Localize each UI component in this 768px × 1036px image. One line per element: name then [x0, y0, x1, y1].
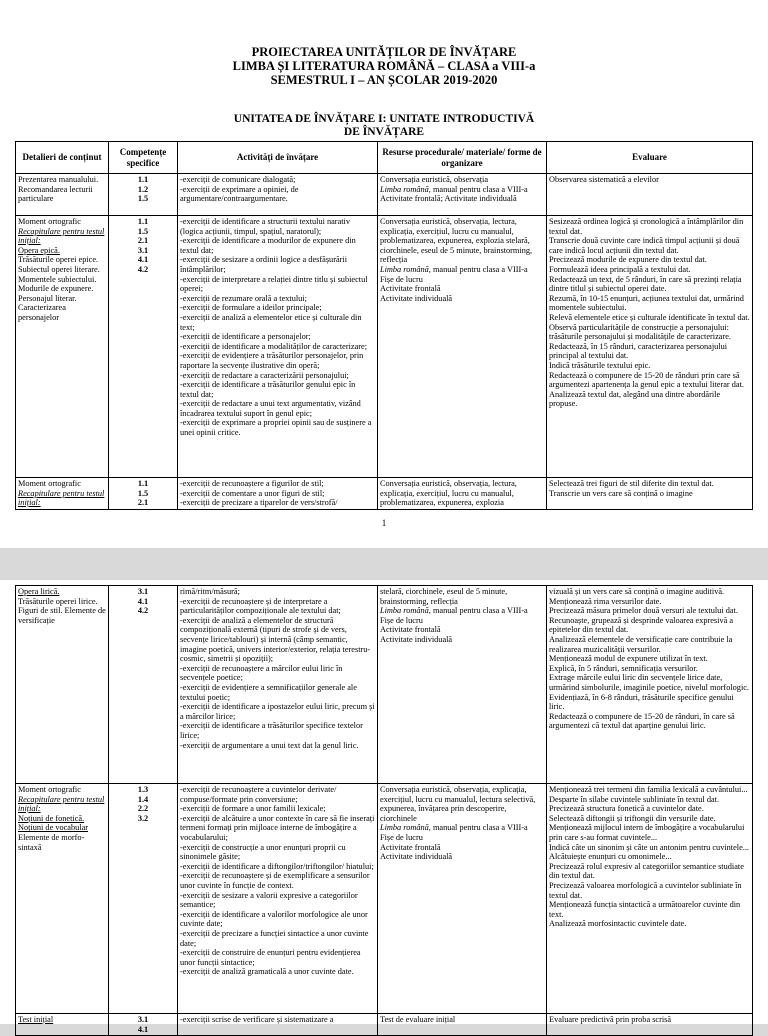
evaluation-line: Observarea sistematică a elevilor [549, 175, 659, 184]
resources-line: Activitate frontală [380, 842, 441, 852]
evaluation-line: Recunoaște, grupează și desprinde valoarea expresivă a epitetelor din textul dat. [549, 615, 734, 635]
activities-line: -exerciții de identificare a modurilor de expunere din textul dat; [180, 236, 356, 255]
evaluation-line: Precizează structura fonetică a cuvintelor date. [549, 804, 704, 814]
cell-activities [178, 478, 378, 510]
comp-line: 1.2 [137, 184, 149, 194]
content-line: Moment ortografic [18, 785, 81, 794]
activities-line: -exerciții de comunicare dialogată; [180, 175, 296, 184]
content-line: Elemente de morfo-sintaxă [18, 832, 85, 852]
activities-line: -exerciții de identificare a ipostazelor eului liric, precum și a mărcilor lirice; [180, 702, 375, 721]
cell-comp [109, 784, 178, 1014]
column-header-competences: Competențe specifice [109, 142, 178, 174]
content-line: Noțiuni de vocabular [18, 823, 89, 833]
resources-line: Conversația euristică, observația, lectura, explicația, exercițiul, lucru cu manualul, problematizarea, expunerea, explozia [380, 479, 517, 508]
table-row [16, 1014, 753, 1036]
column-header-activities: Activități de învățare [178, 142, 378, 174]
activities-line: -exerciții de sesizare a ordinii logice a desfășurării întâmplărilor; [180, 255, 348, 274]
comp-line: 1.1 [137, 175, 149, 184]
cell-resources [378, 216, 547, 478]
table-body-page-2 [16, 586, 753, 1036]
content-line: Recomandarea lecturii particulare [18, 184, 93, 204]
evaluation-line: Selectează diftongii și triftongii din versurile date. [549, 813, 716, 823]
comp-line: 4.2 [137, 606, 149, 616]
activities-line: -exerciții de interpretare a relației dintre titlu și subiectul operei; [180, 274, 368, 294]
activities-line: -exerciții de argumentare a unui text dat la genul liric. [180, 740, 359, 750]
evaluation-line: Transcrie două cuvinte care indică timpul acțiunii și două care indică locul acțiunii din textul dat. [549, 236, 740, 255]
page-2 [0, 580, 768, 1034]
activities-line: -exerciții de analiză a elementelor etice și culturale din text; [180, 312, 362, 332]
resources-line: Limba română, manual pentru clasa a VIII-a [380, 606, 528, 616]
evaluation-line: Precizează modurile de expunere din textul dat. [549, 255, 707, 265]
cell-content [16, 1014, 109, 1036]
evaluation-line: vizuală și un vers care să conțină o imagine auditivă. [549, 587, 725, 596]
content-line: Moment ortografic [18, 479, 81, 488]
comp-line: 3.1 [137, 245, 149, 255]
content-line: Trăsăturile operei epice. Subiectul operei literare. Momentele subiectului. Modurile de expunere. Personajul literar. Caracterizarea personajelor [18, 255, 100, 322]
evaluation-line: Rezumă, în 10-15 enunțuri, acțiunea textului dat, urmărind momentele subiectului. [549, 293, 744, 313]
activities-line: -exerciții de identificare a trăsăturilor specifice textelor lirice; [180, 721, 363, 740]
activities-line: -exerciții de identificare a modalităților de caracterizare; [180, 341, 368, 351]
comp-line: 1.5 [137, 226, 149, 236]
comp-line: 2.2 [137, 804, 149, 814]
comp-line: 4.1 [137, 1024, 149, 1034]
resources-line: Conversația euristică, observația, lectura, explicația, exercițiul, lucru cu manualul, problematizarea, expunerea, explozia stelară, ciorchinele, eseul de 5 minute, brainstorming, reflecția [380, 217, 533, 265]
cell-activities [178, 1014, 378, 1036]
comp-line: 4.1 [137, 596, 149, 606]
evaluation-line: Extrage mărcile eului liric din secvențele lirice date, urmărind simbolurile, imaginile poetice, nivelul morfologic. [549, 673, 750, 692]
cell-activities [178, 216, 378, 478]
activities-line: -exerciții de rezumare orală a textului; [180, 293, 307, 303]
evaluation-line: Desparte în silabe cuvintele subliniate în textul dat. [549, 794, 720, 804]
planning-table-page-1 [15, 141, 753, 510]
cell-comp [109, 586, 178, 784]
activities-line: -exerciții de formulare a ideilor principale; [180, 303, 322, 313]
activities-line: -exerciții de evidențiere a semnificațiilor generale ale textului poetic; [180, 682, 357, 702]
cell-evaluation [547, 174, 753, 216]
evaluation-line: Analizează elementele de versificație care contribuie la realizarea muzicalității versurilor. [549, 634, 733, 654]
activities-line: -exerciții de identificare a trăsăturilor genului epic în textul dat; [180, 380, 356, 399]
evaluation-line: Redactează o compunere de 15-20 de rânduri, în care să argumentezi că textul dat aparține genului liric. [549, 711, 735, 731]
cell-evaluation [547, 784, 753, 1014]
activities-line: -exerciții de recunoaștere a mărcilor eului liric în secvențele poetice; [180, 663, 343, 683]
activities-line: -exerciții de construire de enunțuri pentru evidențierea unor funcții sintactice; [180, 948, 361, 967]
comp-line: 1.1 [137, 479, 149, 488]
cell-comp [109, 478, 178, 510]
header-semester: SEMESTRUL I – AN ȘCOLAR 2019-2020 [270, 73, 498, 87]
planning-table-page-2 [15, 585, 753, 1036]
cell-content [16, 478, 109, 510]
header-title: PROIECTAREA UNITĂȚILOR DE ÎNVĂȚARE [251, 45, 517, 59]
resources-line: Limba română, manual pentru clasa a VIII-a [380, 184, 528, 194]
content-line: Moment ortografic [18, 217, 81, 226]
unit-title [0, 113, 768, 139]
cell-resources [378, 174, 547, 216]
evaluation-line: Redactează, în 15 rânduri, caracterizarea personajului principal al textului dat. [549, 341, 728, 361]
evaluation-line: Menționează modul de expunere utilizat în text. [549, 654, 708, 664]
evaluation-line: Sesizează ordinea logică și cronologică a întâmplărilor din textul dat. [549, 217, 744, 236]
activities-line: -exerciții de evidențiere a trăsăturilor personajelor, prin raportare la secvențe ilustrative din operă; [180, 351, 364, 370]
resources-line: stelară, ciorchinele, eseul de 5 minute, brainstorming, reflecția [380, 587, 508, 606]
cell-evaluation [547, 1014, 753, 1036]
evaluation-line: Explică, în 5 rânduri, semnificația versurilor. [549, 663, 698, 673]
comp-line: 2.1 [137, 498, 149, 508]
evaluation-line: Menționează funcția sintactică a următoarelor cuvinte din text. [549, 900, 741, 919]
cell-resources [378, 784, 547, 1014]
cell-resources [378, 478, 547, 510]
activities-line: -exerciții de identificare a personajelor; [180, 332, 311, 342]
resources-line: Activitate individuală [380, 293, 453, 303]
evaluation-line: Alcătuiește enunțuri cu omonimele... [549, 852, 672, 862]
activities-line: -exerciții de recunoaștere și de interpretare a particularităților compoziționale ale textului dat; [180, 596, 341, 616]
activities-line: -exerciții de construcție a unor enunțuri proprii cu sinonimele găsite; [180, 842, 346, 862]
comp-line: 1.5 [137, 194, 149, 204]
activities-line: -exerciții de alcătuire a unor contexte în care să fie inserați termeni formați prin mijloace interne de îmbogățire a vocabularului; [180, 813, 375, 842]
evaluation-line: Selectează trei figuri de stil diferite din textul dat. [549, 479, 714, 488]
comp-line: 3.1 [137, 587, 149, 596]
activities-line: -exerciții de recunoaștere și de exemplificare a sensurilor unor cuvinte în funcție de context. [180, 871, 370, 890]
comp-line: 4.1 [137, 255, 149, 265]
resources-line: Conversația euristică, observația [380, 175, 489, 184]
table-row [16, 216, 753, 478]
comp-line: 2.1 [137, 236, 149, 246]
content-line: Opera epică. [18, 245, 60, 255]
comp-line: 3.2 [137, 813, 149, 823]
content-line: Prezentarea manualului. [18, 175, 99, 184]
cell-resources [378, 1014, 547, 1036]
evaluation-line: Indică câte un sinonim și câte un antonim pentru cuvintele... [549, 842, 749, 852]
resources-line: Limba română, manual pentru clasa a VIII-a [380, 823, 528, 833]
resources-line: Activitate individuală [380, 852, 453, 862]
evaluation-line: Precizează valoarea morfologică a cuvintelor subliniate în textul dat. [549, 880, 742, 900]
evaluation-line: Relevă elementele etice și culturale identificate în textul dat. [549, 312, 750, 322]
table-row [16, 478, 753, 510]
activities-line: -exerciții de analiză a elementelor de structură compozițională externă (tipuri de strofe și de vers, secvențe lirice/tablouri) și internă (câmp semantic, imagine poetică, univers interior/exterior, relația terestru-cosmic, simetrii și opoziții); [180, 615, 371, 664]
content-line: Recapitulare pentru testul inițial: [18, 226, 105, 246]
evaluation-line: Observă particularitățile de construcție a personajului: trăsăturile personajului și modalitățile de caracterizare. [549, 322, 731, 342]
activities-line: -exerciții de analiză gramaticală a unor cuvinte date. [180, 967, 354, 977]
table-row [16, 174, 753, 216]
activities-line: -exerciții de precizare a tiparelor de vers/strofă/ [180, 498, 338, 508]
evaluation-line: Indică trăsăturile textului epic. [549, 360, 651, 370]
evaluation-line: Redactează un text, de 5 rânduri, în care să prezinți relația dintre titlul și subiectul operei date. [549, 274, 742, 294]
evaluation-line: Analizează morfosintactic cuvintele date. [549, 919, 687, 929]
activities-line: -exerciții de identificare a valorilor morfologice ale unor cuvinte date; [180, 909, 368, 929]
comp-line: 1.1 [137, 217, 149, 226]
column-header-content: Detalieri de conținut [16, 142, 109, 174]
activities-line: -exerciții de exprimare a propriei opinii sau de susținere a unei opinii critice. [180, 418, 372, 438]
evaluation-line: Menționează trei termeni din familia lexicală a cuvântului... [549, 785, 748, 794]
cell-content [16, 586, 109, 784]
cell-content [16, 174, 109, 216]
comp-line: 1.3 [137, 785, 149, 794]
activities-line: rimă/ritm/măsură; [180, 587, 240, 596]
unit-title-line1: UNITATEA DE ÎNVĂȚARE I: UNITATE INTRODUCTIVĂ [233, 113, 535, 125]
table-row [16, 586, 753, 784]
header-subject: LIMBA ȘI LITERATURA ROMÂNĂ – CLASA a VIII-a [232, 59, 536, 73]
evaluation-line: Formulează ideea principală a textului dat. [549, 264, 691, 274]
content-line: Test inițial [18, 1015, 54, 1024]
evaluation-line: Transcrie un vers care să conțină o imagine [549, 488, 693, 498]
cell-comp [109, 1014, 178, 1036]
activities-line: -exerciții de exprimare a opiniei, de argumentare/contraargumentare. [180, 184, 299, 204]
evaluation-line: Precizează măsura primelor două versuri ale textului dat. [549, 606, 738, 616]
evaluation-line: Analizează textul dat, alegând una dintre abordările propuse. [549, 389, 721, 409]
activities-line: -exerciții de identificare a diftongilor/triftongilor/ hiatului; [180, 861, 374, 871]
cell-activities [178, 174, 378, 216]
content-line: Opera lirică. [18, 587, 60, 596]
comp-line: 4.2 [137, 264, 149, 274]
table-row [16, 784, 753, 1014]
evaluation-line: Menționează mijlocul intern de îmbogățire a vocabularului prin care s-au format cuvintele... [549, 823, 745, 842]
resources-line: Conversația euristică, observația, explicația, exercițiul, lucru cu manualul, lectura selectivă, expunerea, învățarea prin descoperire, ciorchinele [380, 785, 536, 823]
evaluation-line: Redactează o compunere de 15-20 de rânduri prin care să argumentezi apartenența la genul epic a textului literar dat. [549, 370, 744, 390]
evaluation-line: Menționează rima versurilor date. [549, 596, 662, 606]
comp-line: 1.5 [137, 488, 149, 498]
column-header-resources: Resurse procedurale/ materiale/ forme de organizare [378, 142, 547, 174]
content-line: Trăsăturile operei lirice. Figuri de stil. Elemente de versificație [18, 596, 106, 625]
resources-line: Activitate frontală; Activitate individuală [380, 194, 517, 204]
unit-title-line2: DE ÎNVĂȚARE [343, 126, 425, 138]
activities-line: -exerciții de redactare a caracterizării personajului; [180, 370, 349, 380]
evaluation-line: Precizează rolul expresiv al categoriilor semantice studiate din textul dat. [549, 861, 744, 881]
resources-line: Fișe de lucru [380, 832, 423, 842]
comp-line: 1.4 [137, 794, 149, 804]
activities-line: -exerciții de identificare a structurii textului narativ (logica acțiunii, timpul, spațiul, naratorul); [180, 217, 351, 236]
resources-line: Activitate frontală [380, 625, 441, 635]
column-header-evaluation: Evaluare [547, 142, 753, 174]
content-line: Noțiuni de fonetică. [18, 813, 85, 823]
resources-line: Fișe de lucru [380, 274, 423, 284]
activities-line: -exerciții de redactare a unui text argumentativ, vizând încadrarea textului suport în genul epic; [180, 399, 361, 418]
cell-evaluation [547, 586, 753, 784]
cell-comp [109, 174, 178, 216]
cell-content [16, 216, 109, 478]
activities-line: -exerciții scrise de verificare și sistematizare a [180, 1015, 334, 1024]
document-header [0, 45, 768, 87]
resources-line: Fișe de lucru [380, 615, 423, 625]
cell-activities [178, 586, 378, 784]
page-number: 1 [381, 518, 387, 528]
comp-line: 3.1 [137, 1015, 149, 1024]
evaluation-line: Evidențiază, în 6-8 rânduri, trăsăturile specifice genului liric. [549, 692, 734, 712]
resources-line: Limba română, manual pentru clasa a VIII-a [380, 264, 528, 274]
resources-line: Test de evaluare inițial [380, 1015, 456, 1024]
activities-line: -exerciții de formare a unor familii lexicale; [180, 804, 326, 814]
cell-evaluation [547, 216, 753, 478]
cell-content [16, 784, 109, 1014]
cell-resources [378, 586, 547, 784]
content-line: Recapitulare pentru testul inițial: [18, 488, 105, 508]
content-line: Recapitulare pentru testul inițial: [18, 794, 105, 814]
activities-line: -exerciții de sesizare a valorii expresive a categoriilor semantice; [180, 890, 358, 910]
resources-line: Activitate individuală [380, 634, 453, 644]
activities-line: -exerciții de precizare a funcției sintactice a unor cuvinte date; [180, 928, 369, 948]
cell-evaluation [547, 478, 753, 510]
resources-line: Activitate frontală [380, 284, 441, 294]
cell-comp [109, 216, 178, 478]
activities-line: -exerciții de recunoaștere a cuvintelor derivate/ compuse/formate prin conversiune; [180, 785, 337, 804]
activities-line: -exerciții de recunoaștere a figurilor de stil; [180, 479, 324, 488]
table-body-page-1 [16, 174, 753, 510]
cell-activities [178, 784, 378, 1014]
evaluation-line: Evaluare predictivă prin proba scrisă [549, 1015, 672, 1024]
activities-line: -exerciții de comentare a unor figuri de stil; [180, 488, 325, 498]
table-header-row [16, 142, 753, 174]
